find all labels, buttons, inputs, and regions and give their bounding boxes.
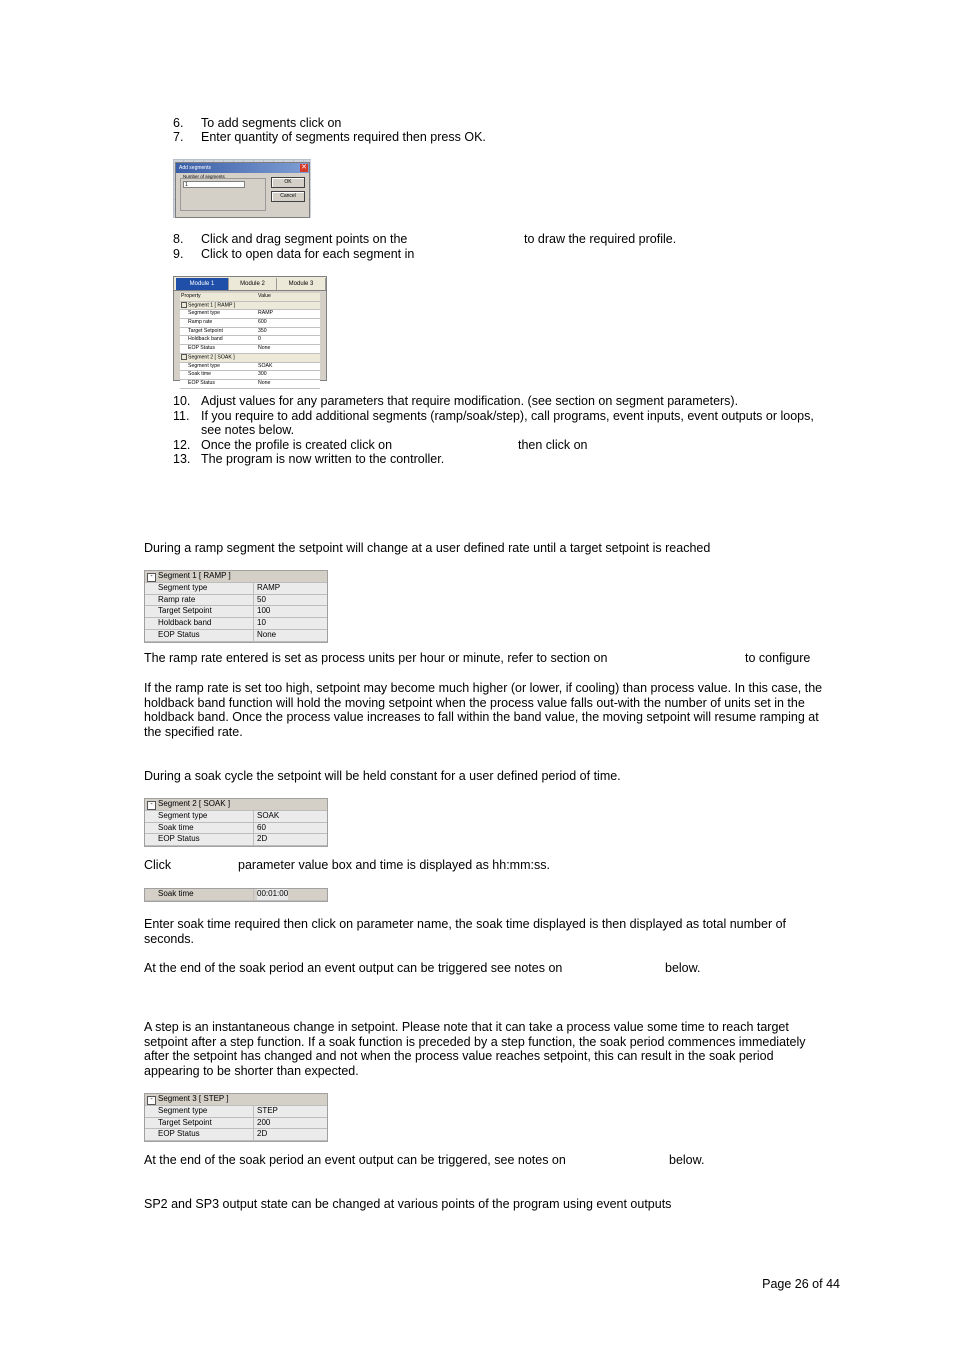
tab-module-1[interactable]: Module 1	[176, 278, 229, 290]
ramp-rate-note: The ramp rate entered is set as process units per hour or minute, refer to section on to configure	[144, 651, 811, 665]
grid-row[interactable]: Segment type RAMP	[180, 310, 320, 319]
cancel-button[interactable]: Cancel	[271, 191, 305, 202]
soak-segment-table	[144, 798, 328, 847]
dialog-title: Add segments	[179, 165, 211, 171]
module-property-grid	[173, 276, 327, 386]
step-segment-table	[144, 1093, 328, 1142]
soak-intro: During a soak cycle the setpoint will be held constant for a user defined period of time.	[144, 769, 621, 783]
table-row[interactable]: Soak time 00:01:00	[145, 889, 327, 901]
soak-click-note: Click parameter value box and time is displayed as hh:mm:ss.	[144, 858, 550, 872]
table-row[interactable]: - Segment 3 [ STEP ]	[145, 1094, 327, 1106]
grid-row[interactable]: Segment type SOAK	[180, 363, 320, 372]
tab-module-2[interactable]: Module 2	[229, 278, 277, 290]
dialog-titlebar	[176, 163, 309, 173]
table-row[interactable]: - Segment 1 [ RAMP ]	[145, 571, 327, 583]
holdback-paragraph: If the ramp rate is set too high, setpoint may become much higher (or lower, if cooling) than process value. In this case, the holdback band function will hold the moving setpoint when the process value falls out-with the number of units set in the holdback band. Once the process value increases to fall within the band value, the moving setpoint will resume ramping at the specified rate.	[144, 681, 823, 740]
close-icon[interactable]: ✕	[301, 164, 307, 171]
grid-header: Property Value	[180, 293, 320, 302]
table-row[interactable]: Soak time 60	[145, 823, 327, 835]
step-intro-paragraph: A step is an instantaneous change in setpoint. Please note that it can take a process value some time to reach target setpoint after a step function. If a soak function is preceded by a step function, the soak period commences immediately after the setpoint has changed and not when the process value reaches setpoint, this can result in the soak period appearing to be shorter than expected.	[144, 1020, 806, 1079]
add-segments-screenshot	[173, 159, 311, 218]
grid-row[interactable]: Target Setpoint 350	[180, 328, 320, 337]
page-number: Page 26 of 44	[762, 1277, 840, 1291]
collapse-icon[interactable]: -	[147, 1096, 156, 1105]
tab-module-3[interactable]: Module 3	[277, 278, 326, 290]
grid-row[interactable]: Segment 2 [ SOAK ]	[180, 354, 320, 363]
grid-row[interactable]: EOP Status None	[180, 345, 320, 354]
collapse-icon[interactable]: -	[147, 573, 156, 582]
spinner-arrows-icon[interactable]	[244, 181, 251, 188]
table-row[interactable]: Holdback band 10	[145, 618, 327, 630]
table-row[interactable]: EOP Status 2D	[145, 1129, 327, 1141]
ok-button[interactable]: OK	[271, 177, 305, 188]
collapse-icon[interactable]	[181, 354, 187, 360]
table-row[interactable]: Target Setpoint 200	[145, 1118, 327, 1130]
grid-row[interactable]: EOP Status None	[180, 380, 320, 389]
event-intro: SP2 and SP3 output state can be changed at various points of the program using event outputs	[144, 1197, 672, 1211]
collapse-icon[interactable]: -	[147, 801, 156, 810]
collapse-icon[interactable]	[181, 302, 187, 308]
table-row[interactable]: Ramp rate 50	[145, 595, 327, 607]
ramp-segment-table	[144, 570, 328, 643]
segments-count-value: 1	[185, 182, 188, 188]
grid-row[interactable]: Soak time 300	[180, 371, 320, 380]
property-grid	[180, 293, 320, 389]
soak-time-row	[144, 888, 328, 902]
table-row[interactable]: - Segment 2 [ SOAK ]	[145, 799, 327, 811]
add-segments-dialog	[175, 162, 310, 218]
grid-row[interactable]: Segment 1 [ RAMP ]	[180, 302, 320, 311]
table-row[interactable]: Segment type SOAK	[145, 811, 327, 823]
soak-end-note: At the end of the soak period an event output can be triggered see notes on below.	[144, 961, 701, 975]
step-11-continued: see notes below.	[201, 423, 295, 437]
table-row[interactable]: Target Setpoint 100	[145, 606, 327, 618]
segments-count-label: Number of segments	[183, 174, 225, 179]
soak-enter-paragraph: Enter soak time required then click on parameter name, the soak time displayed is then displayed as total number of seconds.	[144, 917, 787, 946]
grid-row[interactable]: Holdback band 0	[180, 336, 320, 345]
table-row[interactable]: EOP Status None	[145, 630, 327, 642]
module-tabs	[174, 277, 326, 291]
step-end-note: At the end of the soak period an event output can be triggered, see notes on below.	[144, 1153, 705, 1167]
segments-count-input[interactable]	[183, 181, 251, 188]
ramp-intro: During a ramp segment the setpoint will change at a user defined rate until a target setpoint is reached	[144, 541, 711, 555]
table-row[interactable]: Segment type RAMP	[145, 583, 327, 595]
grid-row[interactable]: Ramp rate 600	[180, 319, 320, 328]
table-row[interactable]: Segment type STEP	[145, 1106, 327, 1118]
table-row[interactable]: EOP Status 2D	[145, 834, 327, 846]
